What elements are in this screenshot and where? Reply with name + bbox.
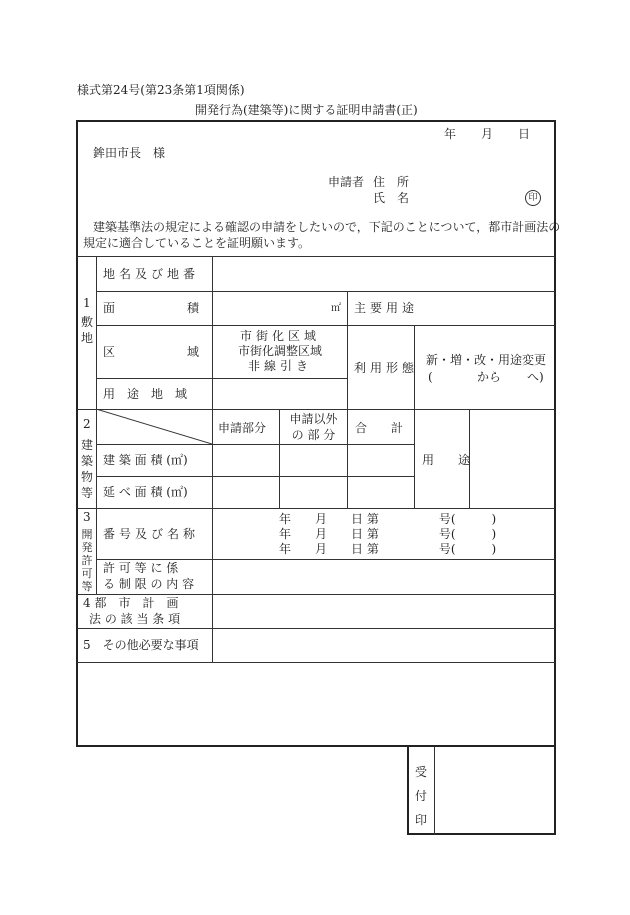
row-divider — [77, 662, 555, 663]
date-year[interactable]: 年 — [444, 127, 457, 141]
applicant-label: 申請者 — [328, 175, 365, 189]
section2-number: 2 — [83, 417, 91, 431]
row-divider — [77, 628, 555, 629]
row-divider — [96, 559, 555, 560]
col-divider — [212, 256, 213, 662]
statement-line-2: 規定に適合していることを証明願います。 — [83, 236, 311, 250]
row-divider — [96, 325, 555, 326]
main-use-label: 主要用途 — [354, 301, 419, 315]
zone-option-control[interactable]: 市街化調整区域 — [237, 344, 322, 358]
usage-from-close: へ) — [527, 370, 544, 384]
row-divider — [96, 378, 347, 379]
section2-label: 建築物等 — [80, 438, 93, 500]
row-divider — [96, 476, 414, 477]
permit-line-2[interactable]: 年 月 日 第 号( ) — [279, 527, 497, 541]
section3-number: 3 — [83, 510, 91, 524]
row-building-area: 建 築 面 積 (㎡) — [103, 453, 188, 467]
section3-label: 開発許可等 — [81, 528, 93, 593]
row-floor-area: 延 べ 面 積 (㎡) — [103, 485, 188, 499]
col-apply: 申請部分 — [218, 421, 267, 435]
col-use: 用 途 — [422, 453, 471, 467]
section4-line2: 法 の 該 当 条 項 — [89, 612, 181, 626]
row-divider — [96, 444, 414, 445]
addressee: 鉾田市長 様 — [93, 146, 166, 160]
col-divider — [414, 409, 415, 508]
statement-line-1: 建築基準法の規定による確認の申請をしたいので，下記のことについて，都市計画法の — [93, 220, 561, 234]
seal-mark: 印 — [525, 190, 541, 206]
usage-form-label: 利用形態 — [354, 361, 419, 375]
zone-option-urbanization[interactable]: 市街化区域 — [239, 329, 320, 343]
col-divider — [347, 409, 348, 508]
row-lot: 地名及び地番 — [103, 267, 200, 281]
form-number: 様式第24号(第23条第1項関係) — [77, 83, 245, 97]
row-number-name: 番号及び名称 — [103, 527, 200, 541]
area-unit: ㎡ — [331, 303, 341, 314]
section4-line1: 4 都 市 計 画 — [83, 596, 179, 610]
usage-from-open: ( — [428, 370, 433, 384]
diagonal-line — [96, 409, 212, 444]
row-limits-line2: る 制 限 の 内 容 — [103, 577, 195, 591]
document-title: 開発行為(建築等)に関する証明申請書(正) — [195, 103, 418, 117]
row-divider — [77, 508, 555, 509]
row-zone: 区 域 — [103, 345, 200, 359]
col-total: 合 計 — [355, 421, 404, 435]
row-district: 用 途 地 域 — [103, 387, 188, 401]
section5-label: 5 その他必要な事項 — [83, 638, 199, 652]
col-divider — [347, 325, 348, 409]
zone-option-unlined[interactable]: 非線引き — [247, 359, 312, 373]
row-divider — [77, 256, 555, 257]
address-label: 住 所 — [373, 175, 410, 189]
col-other-line1: 申請以外 — [289, 412, 338, 426]
usage-options[interactable]: 新・増・改・用途変更 — [426, 353, 547, 367]
name-label: 氏 名 — [373, 191, 410, 205]
row-area: 面 積 — [103, 301, 200, 315]
receipt-label: 受付印 — [414, 765, 427, 827]
permit-line-1[interactable]: 年 月 日 第 号( ) — [279, 512, 497, 526]
row-divider — [77, 594, 555, 595]
date-month[interactable]: 月 — [481, 127, 494, 141]
section1-number: 1 — [83, 296, 91, 310]
usage-from: から — [477, 370, 502, 384]
date-day[interactable]: 日 — [518, 127, 531, 141]
section1-label: 敷 地 — [80, 315, 118, 345]
row-limits-line1: 許 可 等 に 係 — [103, 561, 179, 575]
col-other-line2: の 部 分 — [291, 428, 336, 442]
receipt-divider — [434, 747, 435, 835]
permit-line-3[interactable]: 年 月 日 第 号( ) — [279, 542, 497, 556]
row-divider — [96, 291, 555, 292]
col-divider — [347, 291, 348, 325]
receipt-box — [407, 747, 556, 835]
